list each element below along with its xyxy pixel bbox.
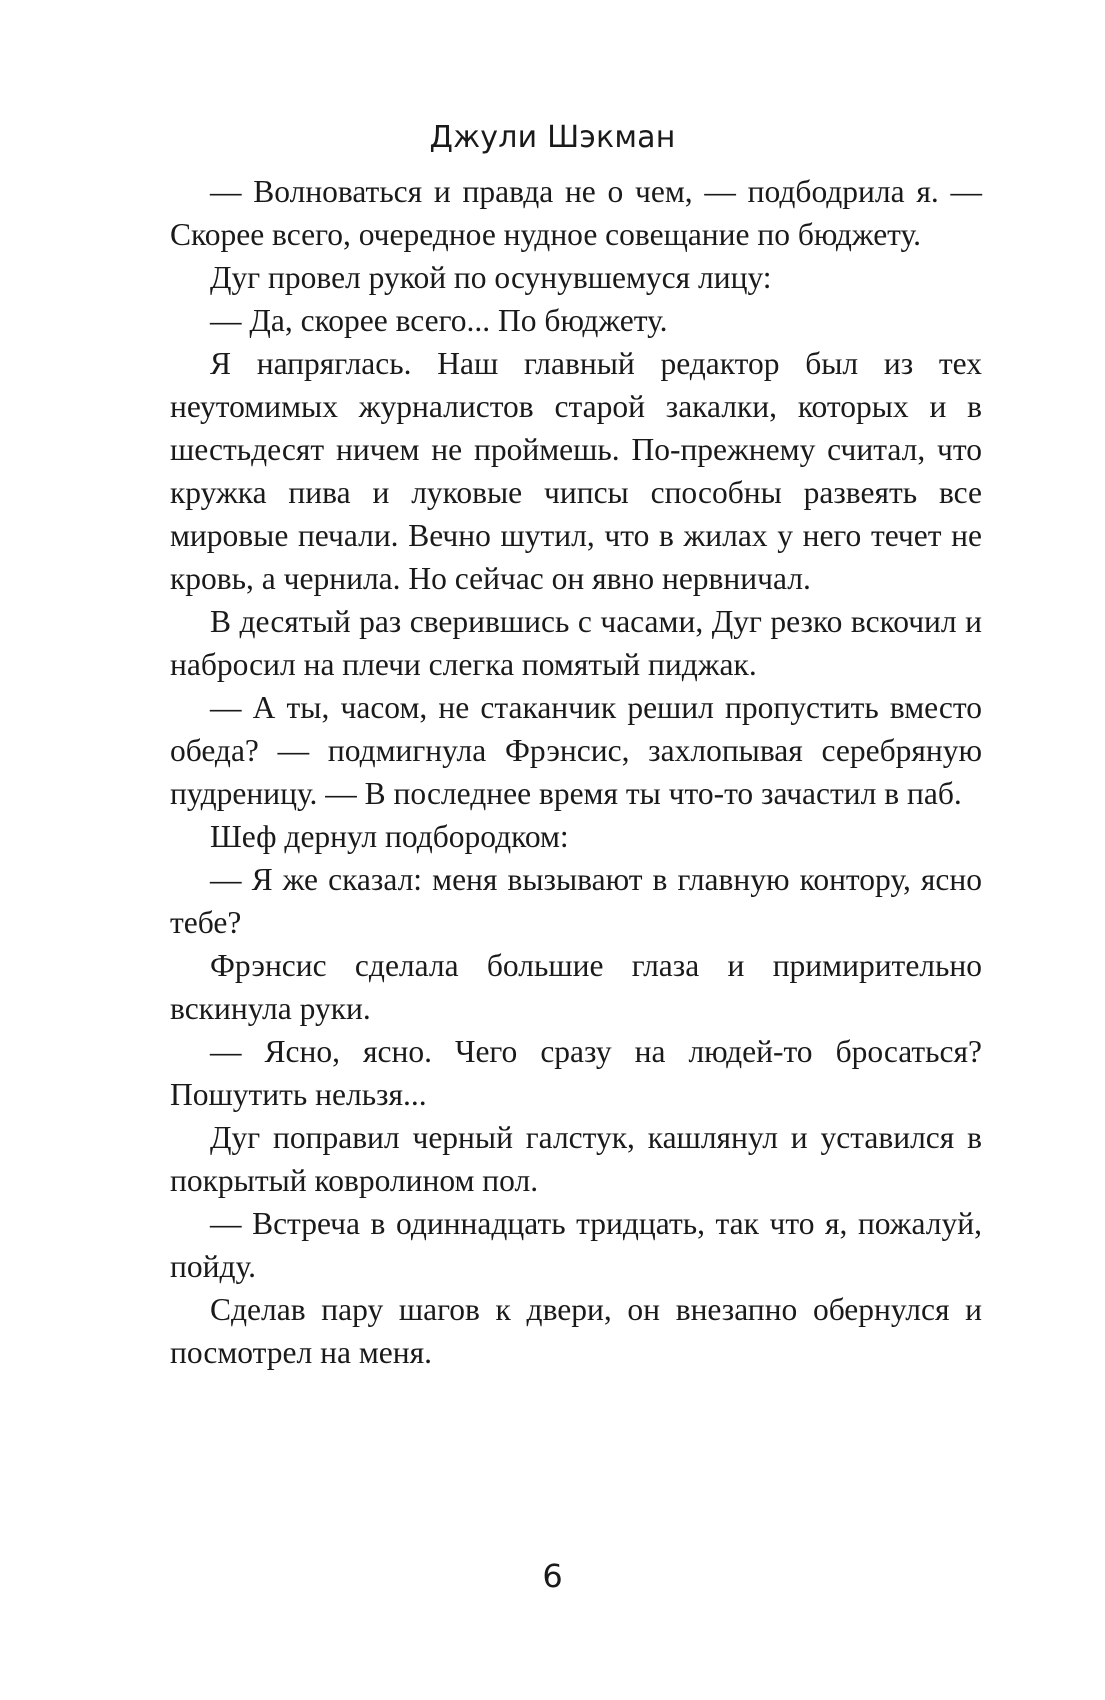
- running-title: Джули Шэкман: [429, 120, 676, 155]
- paragraph: — Волноваться и правда не о чем, — подбодрила я. — Скорее всего, очередное нудное совещание по бюджету.: [170, 174, 982, 252]
- paragraph: — Я же сказал: меня вызывают в главную контору, ясно тебе?: [170, 862, 982, 940]
- paragraph: Дуг поправил черный галстук, кашлянул и уставился в покрытый ковролином пол.: [170, 1120, 982, 1198]
- paragraph: Фрэнсис сделала большие глаза и примирительно вскинула руки.: [170, 948, 982, 1026]
- paragraph: В десятый раз сверившись с часами, Дуг резко вскочил и набросил на плечи слегка помятый пиджак.: [170, 604, 982, 682]
- paragraph: Шеф дернул подбородком:: [210, 819, 569, 854]
- page-number: 6: [542, 1557, 563, 1595]
- body-text: [170, 170, 982, 1374]
- paragraph: — Да, скорее всего... По бюджету.: [210, 303, 668, 338]
- paragraph: Сделав пару шагов к двери, он внезапно обернулся и посмотрел на меня.: [170, 1292, 982, 1370]
- paragraph: — А ты, часом, не стаканчик решил пропустить вместо обеда? — подмигнула Фрэнсис, захлопывая серебряную пудреницу. — В последнее время ты что-то зачастил в паб.: [170, 690, 982, 811]
- paragraph: Дуг провел рукой по осунувшемуся лицу:: [210, 260, 772, 295]
- paragraph: — Встреча в одиннадцать тридцать, так что я, пожалуй, пойду.: [170, 1206, 982, 1284]
- paragraph: — Ясно, ясно. Чего сразу на людей-то бросаться? Пошутить нельзя...: [170, 1034, 982, 1112]
- paragraph: Я напряглась. Наш главный редактор был из тех неутомимых журналистов старой закалки, которых и в шестьдесят ничем не проймешь. По-прежнему считал, что кружка пива и луковые чипсы способны развеять все мировые печали. Вечно шутил, что в жилах у него течет не кровь, а чернила. Но сейчас он явно нервничал.: [170, 346, 982, 596]
